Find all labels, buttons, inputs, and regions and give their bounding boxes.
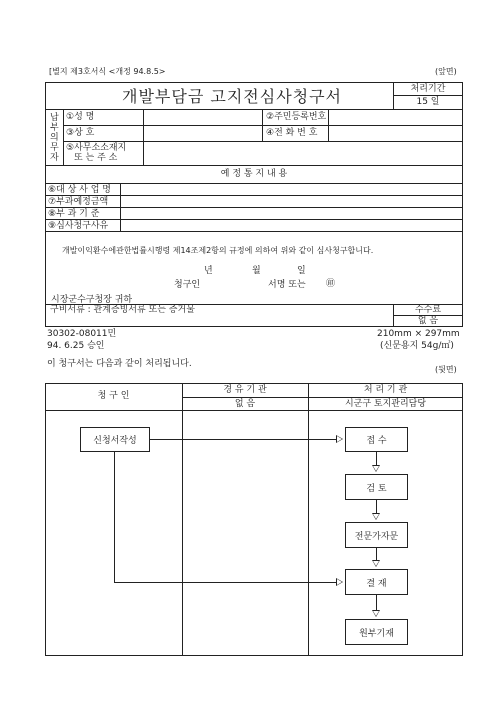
- phone-label: ④전 화 번 호: [266, 128, 318, 138]
- step-expert-advice: 전문가자문: [345, 522, 408, 548]
- date-month: 월: [252, 266, 261, 276]
- address-label-line1: ⑤사무소소재지: [66, 143, 127, 153]
- footer-size: 210mm × 297mm: [377, 329, 460, 339]
- claim-reason-label: ⑨심사청구사유: [48, 221, 109, 231]
- step-ledger: 원부기재: [345, 619, 408, 645]
- via-value: 없 음: [234, 399, 256, 409]
- notice-header: 예 정 통 지 내 용: [220, 169, 288, 179]
- step-review: 검 토: [345, 474, 408, 500]
- sign-label: 서명 또는: [268, 280, 306, 290]
- date-year: 년: [204, 266, 213, 276]
- connector-write-receive: [150, 439, 337, 440]
- footer-code: 30302-08011민: [47, 329, 117, 339]
- back-intro: 이 청구서는 다음과 같이 처리됩니다.: [47, 359, 192, 369]
- fee-value: 없 음: [417, 316, 439, 326]
- front-side-label: (앞면): [435, 67, 457, 76]
- claimant-label: 청구인: [174, 280, 201, 290]
- recipient-text: 시장군수구청장 귀하: [51, 295, 133, 305]
- name-label: ①성 명: [66, 112, 95, 122]
- footer-paper: (신문용지 54g/㎡): [380, 341, 454, 351]
- col-claimant: 청 구 인: [97, 391, 130, 401]
- required-documents: 구비서류 : 관계증빙서류 또는 증거물: [50, 305, 195, 315]
- processing-period-label: 처리기간: [410, 84, 446, 94]
- connector-write-approve-horizontal: [114, 582, 337, 583]
- back-side-label: (뒷면): [435, 365, 457, 374]
- levy-amount-label: ⑦부과예정금액: [48, 197, 109, 207]
- footer-approved: 94. 6.25 승인: [47, 341, 105, 351]
- levy-basis-label: ⑧부 과 기 준: [48, 209, 100, 219]
- trade-name-label: ③상 호: [66, 128, 95, 138]
- payer-label: 납 부 의 무 자: [50, 113, 59, 163]
- step-approve: 결 재: [345, 569, 408, 595]
- fee-label: 수수료: [414, 305, 442, 315]
- step-receive: 접 수: [345, 427, 408, 452]
- project-name-label: ⑥대 상 사 업 명: [48, 185, 111, 195]
- processing-value: 시군구 토지관리담당: [344, 399, 427, 409]
- col-via: 경 유 기 관: [223, 385, 267, 395]
- connector-write-approve-vertical: [114, 452, 115, 582]
- statement-text: 개발이익환수에관한법률시행령 제14조제2항의 규정에 의하여 위와 같이 심사청구합니다.: [62, 246, 374, 255]
- registration-number-label: ②주민등록번호: [266, 112, 327, 122]
- process-table: [45, 383, 463, 656]
- date-day: 일: [297, 266, 306, 276]
- processing-period-value: 15 일: [416, 97, 440, 107]
- col-processing: 처 리 기 관: [363, 385, 408, 395]
- address-label-line2: 또 는 주 소: [74, 153, 118, 163]
- step-write-application: 신청서작성: [80, 427, 150, 452]
- form-title: 개발부담금 고지전심사청구서: [122, 87, 343, 106]
- form-number: [별지 제3호서식 <개정 94.8.5>: [49, 67, 166, 76]
- seal-mark: ㊞: [326, 279, 336, 289]
